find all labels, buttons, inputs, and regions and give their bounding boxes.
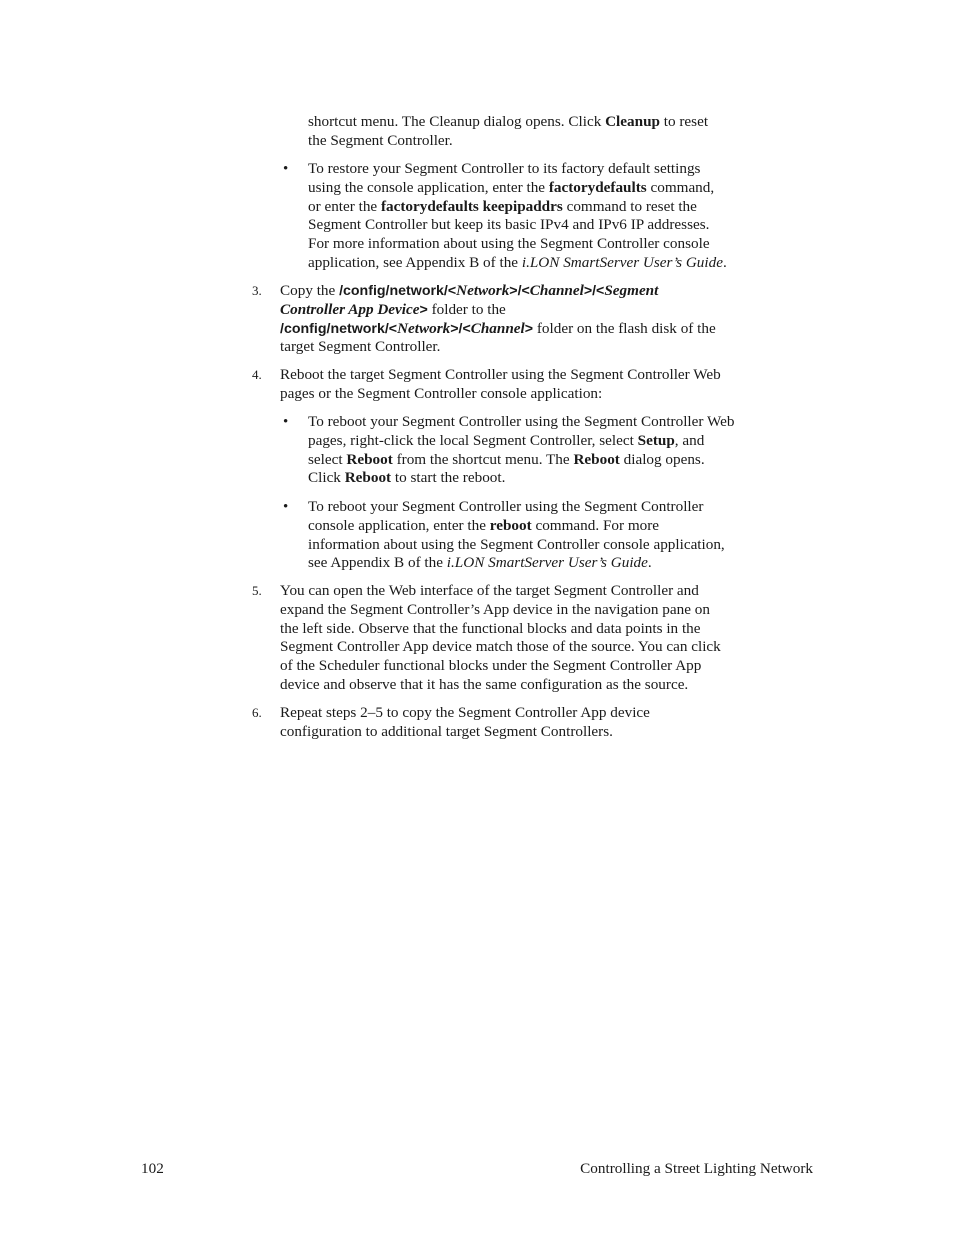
text-line	[308, 198, 727, 217]
path-text: >/<	[450, 320, 471, 337]
bold-text: Setup	[637, 431, 675, 449]
text: console application, enter the	[308, 516, 490, 534]
text-line	[308, 113, 708, 132]
path-text: Segment	[604, 282, 659, 299]
text-line: Segment Controller App device match those of the source. You can click	[280, 638, 721, 656]
text-line: To restore your Segment Controller to its factory default settings	[308, 160, 701, 177]
text-line: You can open the Web interface of the target Segment Controller and	[280, 582, 699, 599]
path-text: >	[524, 320, 534, 337]
text-line: information about using the Segment Controller console application,	[308, 535, 725, 553]
bullet-marker: •	[283, 499, 289, 515]
text-line: the left side. Observe that the functional blocks and data points in the	[280, 619, 701, 637]
text: to start the reboot.	[391, 469, 506, 487]
text-line	[308, 451, 734, 470]
text-line	[308, 179, 727, 198]
text-line: the Segment Controller.	[308, 131, 453, 149]
path-text: Controller App Device	[280, 300, 420, 318]
text-line: target Segment Controller.	[280, 338, 441, 356]
text: from the shortcut menu. The	[392, 450, 574, 468]
path-text: /config/network/<	[280, 320, 398, 337]
command-text: factorydefaults keepipaddrs	[380, 197, 563, 215]
text: application, see Appendix B of the	[308, 253, 522, 271]
text: command. For more	[531, 516, 660, 534]
text: dialog opens.	[619, 450, 705, 468]
text-line: device and observe that it has the same configuration as the source.	[280, 675, 689, 693]
path-text: >/<	[583, 283, 605, 299]
path-text: Channel	[529, 282, 584, 299]
text-line: configuration to additional target Segment Controllers.	[280, 722, 613, 740]
text-line: expand the Segment Controller’s App device in the navigation pane on	[280, 600, 710, 618]
path-text: Network	[397, 319, 451, 337]
path-text: Channel	[470, 319, 525, 337]
step-6-paragraph	[280, 704, 650, 742]
text: to reset	[659, 113, 709, 130]
text-line	[308, 517, 725, 536]
text-line: Reboot the target Segment Controller using the Segment Controller Web	[280, 366, 721, 383]
text-line	[308, 254, 727, 273]
text-line: Repeat steps 2–5 to copy the Segment Controller App device	[280, 704, 650, 721]
bullet-restore-defaults	[308, 160, 727, 273]
text-line: pages or the Segment Controller console application:	[280, 384, 603, 402]
footer-chapter-title: Controlling a Street Lighting Network	[580, 1160, 813, 1177]
text: see Appendix B of the	[308, 554, 447, 572]
text-line	[308, 469, 734, 488]
text-line	[280, 301, 716, 320]
path-text: Network	[456, 282, 510, 299]
text-line: Segment Controller but keep its basic IPv4 and IPv6 IP addresses.	[308, 216, 710, 234]
text: .	[722, 253, 727, 271]
step-5-paragraph	[280, 582, 721, 695]
text: pages, right-click the local Segment Controller, select	[308, 431, 638, 449]
bold-text: Cleanup	[605, 113, 660, 130]
step-number: 5.	[252, 583, 262, 598]
bullet-reboot-console	[308, 498, 725, 573]
guide-title: i.LON SmartServer User’s Guide	[446, 554, 648, 572]
step-number: 4.	[252, 367, 262, 382]
command-text: reboot	[489, 516, 532, 534]
text-line: For more information about using the Segment Controller console	[308, 235, 710, 253]
text: or enter the	[308, 197, 381, 215]
continuation-paragraph	[308, 113, 708, 151]
text: folder to the	[427, 300, 506, 318]
step-3-paragraph	[280, 282, 716, 357]
bullet-reboot-web	[308, 413, 734, 488]
path-text: >	[419, 301, 428, 318]
bullet-marker: •	[283, 161, 289, 177]
command-text: factorydefaults	[548, 178, 647, 196]
text: Click	[308, 469, 345, 487]
bold-text: Reboot	[346, 450, 393, 468]
text: using the console application, enter the	[308, 178, 549, 196]
text-line: To reboot your Segment Controller using the Segment Controller	[308, 498, 704, 515]
text: shortcut menu. The Cleanup dialog opens. Click	[308, 113, 606, 130]
text: .	[647, 554, 652, 572]
path-text: /config/network/<	[339, 283, 457, 299]
path-text: >/<	[509, 283, 530, 299]
text: command,	[646, 178, 715, 196]
step-4-paragraph	[280, 366, 721, 404]
text-line: To reboot your Segment Controller using the Segment Controller Web	[308, 413, 735, 430]
text: select	[308, 450, 347, 468]
guide-title: i.LON SmartServer User’s Guide	[521, 253, 723, 271]
page-number: 102	[141, 1160, 164, 1177]
bold-text: Reboot	[344, 469, 392, 487]
text: , and	[674, 431, 705, 449]
text: command to reset the	[562, 197, 697, 215]
step-number: 6.	[252, 705, 262, 720]
text-line	[308, 432, 734, 451]
bold-text: Reboot	[573, 450, 620, 468]
bullet-marker: •	[283, 414, 289, 430]
text-line: of the Scheduler functional blocks under the Segment Controller App	[280, 657, 702, 675]
text: Copy the	[280, 282, 340, 299]
text-line	[280, 320, 716, 339]
step-number: 3.	[252, 283, 262, 298]
text-line	[280, 282, 716, 301]
text-line	[308, 554, 725, 573]
text: folder on the flash disk of the	[533, 319, 716, 337]
